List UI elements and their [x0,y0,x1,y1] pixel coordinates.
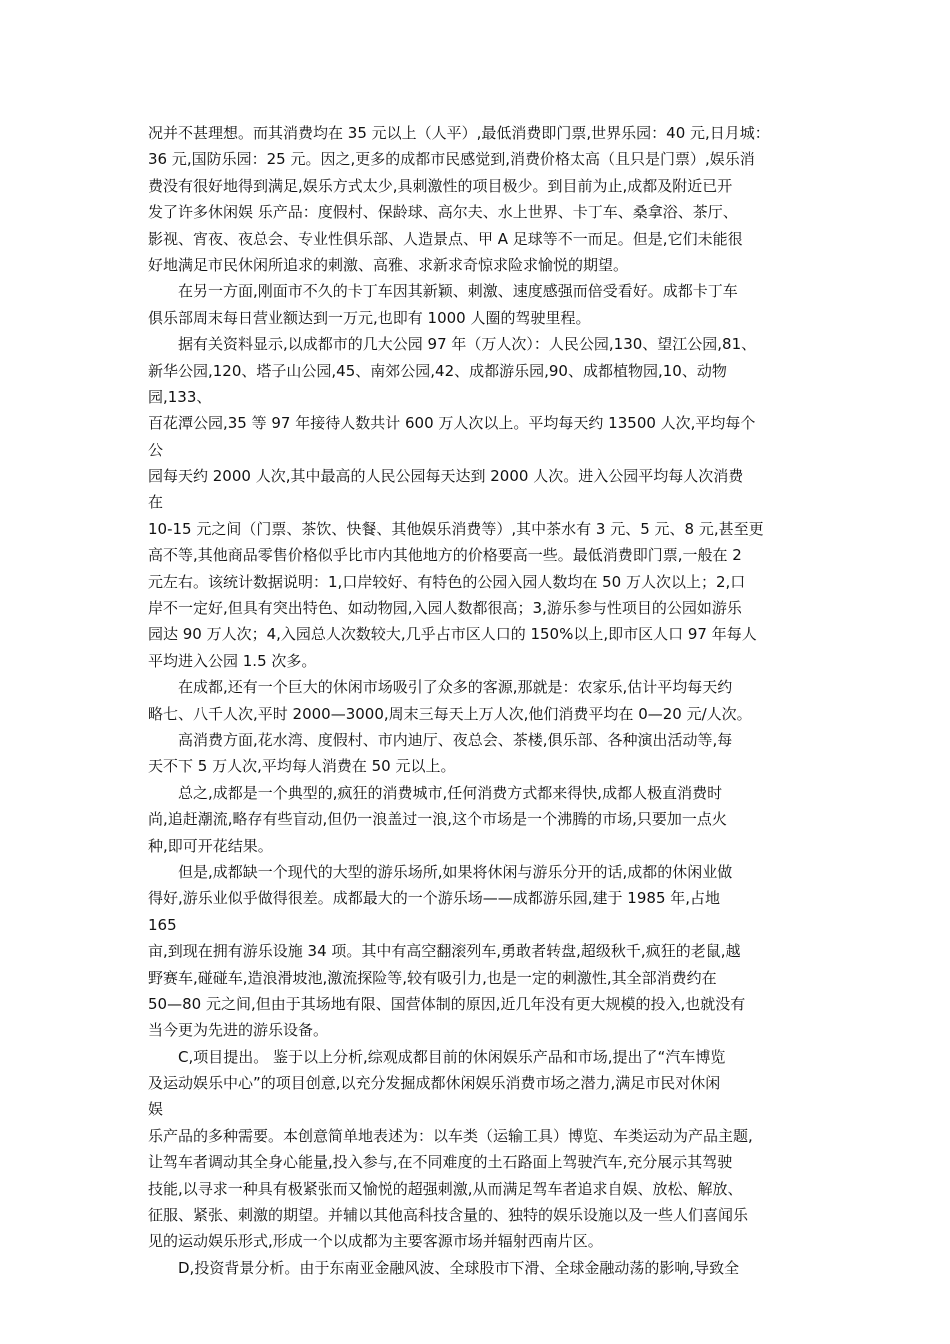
text-line: 岸不一定好,但具有突出特色、如动物园,入园人数都很高；3,游乐参与性项目的公园如游乐 [148,599,742,618]
text-line: 平均进入公园 1.5 次多。 [148,651,317,670]
text-line: 高不等,其他商品零售价格似乎比市内其他地方的价格要高一些。最低消费即门票,一般在 2 [148,546,742,565]
paragraph-start-line: C,项目提出。 鉴于以上分析,综观成都目前的休闲娱乐产品和市场,提出了“汽车博览 [178,1047,726,1066]
paragraph-start-line: 但是,成都缺一个现代的大型的游乐场所,如果将休闲与游乐分开的话,成都的休闲业做 [178,862,733,881]
text-line: 得好,游乐业似乎做得很差。成都最大的一个游乐场——成都游乐园,建于 1985 年,占地 [148,889,721,908]
text-line: 影视、宵夜、夜总会、专业性俱乐部、人造景点、甲 A 足球等不一而足。但是,它们未能很 [148,229,743,248]
paragraph-start-line: 高消费方面,花水湾、度假村、市内迪厅、夜总会、茶楼,俱乐部、各种演出活动等,每 [178,730,733,749]
text-line: 36 元,国防乐园：25 元。因之,更多的成都市民感觉到,消费价格太高（且只是门票）,娱乐消 [148,150,755,169]
text-line: 亩,到现在拥有游乐设施 34 项。其中有高空翻滚列车,勇敢者转盘,超级秋千,疯狂的老鼠,越 [148,942,741,961]
paragraph-start-line: 在另一方面,刚面市不久的卡丁车因其新颖、刺激、速度感强而倍受看好。成都卡丁车 [178,282,738,301]
text-line: 在 [148,493,164,512]
text-line: 10-15 元之间（门票、茶饮、快餐、其他娱乐消费等）,其中茶水有 3 元、5 元、8 元,甚至更 [148,519,764,538]
paragraph-start-line: 据有关资料显示,以成都市的几大公园 97 年（万人次）：人民公园,130、望江公园,81、 [178,335,757,354]
text-line: 况并不甚理想。而其消费均在 35 元以上（人平）,最低消费即门票,世界乐园：40 元,日月城： [148,124,770,142]
text-line: 百花潭公园,35 等 97 年接待人数共计 600 万人次以上。平均每天约 13500 人次,平均每个 [148,414,756,433]
text-line: 当今更为先进的游乐设备。 [148,1021,329,1040]
text-line: 娱 [148,1100,164,1119]
text-line: 种,即可开花结果。 [148,836,273,855]
paragraph-start-line: D,投资背景分析。由于东南亚金融风波、全球股市下滑、全球金融动荡的影响,导致全 [178,1258,740,1277]
text-line: 新华公园,120、塔子山公园,45、南郊公园,42、成都游乐园,90、成都植物园,10、动物 [148,361,727,380]
text-line: 及运动娱乐中心”的项目创意,以充分发掘成都休闲娱乐消费市场之潜力,满足市民对休闲 [148,1074,721,1093]
text-line: 乐产品的多种需要。本创意简单地表述为：以车类（运输工具）博览、车类运动为产品主题, [148,1126,753,1145]
text-line: 俱乐部周末每日营业额达到一万元,也即有 1000 人圈的驾驶里程。 [148,308,591,327]
text-line: 发了许多休闲娱 乐产品：度假村、保龄球、高尔夫、水上世界、卡丁车、桑拿浴、茶厅、 [148,203,738,222]
text-line: 技能,以寻求一种具有极紧张而又愉悦的超强刺激,从而满足驾车者追求自娱、放松、解放、 [148,1179,743,1198]
text-line: 野赛车,碰碰车,造浪滑坡池,激流探险等,较有吸引力,也是一定的刺激性,其全部消费约在 [148,968,717,987]
text-line: 园达 90 万人次；4,入园总人次数较大,几乎占市区人口的 150%以上,即市区人口 97 年每人 [148,625,757,644]
document-body [148,120,808,1281]
text-line: 见的运动娱乐形式,形成一个以成都为主要客源市场并辐射西南片区。 [148,1232,603,1251]
text-line: 园每天约 2000 人次,其中最高的人民公园每天达到 2000 人次。进入公园平均每人次消费 [148,467,744,486]
text-line: 园,133、 [148,387,212,406]
paragraph-start-line: 在成都,还有一个巨大的休闲市场吸引了众多的客源,那就是：农家乐,估计平均每天约 [178,678,733,697]
text-line: 让驾车者调动其全身心能量,投入参与,在不同难度的土石路面上驾驶汽车,充分展示其驾驶 [148,1153,733,1172]
text-line: 165 [148,915,177,934]
text-line: 元左右。该统计数据说明：1,口岸较好、有特色的公园入园人数均在 50 万人次以上；2,口 [148,572,746,591]
text-line: 好地满足市民休闲所追求的刺激、高雅、求新求奇惊求险求愉悦的期望。 [148,255,629,274]
text-line: 公 [148,440,164,459]
text-line: 尚,追赶潮流,略存有些盲动,但仍一浪盖过一浪,这个市场是一个沸腾的市场,只要加一点火 [148,810,727,829]
text-line: 天不下 5 万人次,平均每人消费在 50 元以上。 [148,757,456,776]
text-line: 50—80 元之间,但由于其场地有限、国营体制的原因,近几年没有更大规模的投入,也就没有 [148,994,746,1013]
text-line: 费没有很好地得到满足,娱乐方式太少,具刺激性的项目极少。到目前为止,成都及附近已开 [148,176,733,195]
text-line: 略七、八千人次,平时 2000—3000,周末三每天上万人次,他们消费平均在 0—20 元/人次。 [148,704,752,723]
paragraph-start-line: 总之,成都是一个典型的,疯狂的消费城市,任何消费方式都来得快,成都人极直消费时 [178,783,723,802]
text-line: 征服、紧张、刺激的期望。并辅以其他高科技含量的、独特的娱乐设施以及一些人们喜闻乐 [148,1206,749,1225]
